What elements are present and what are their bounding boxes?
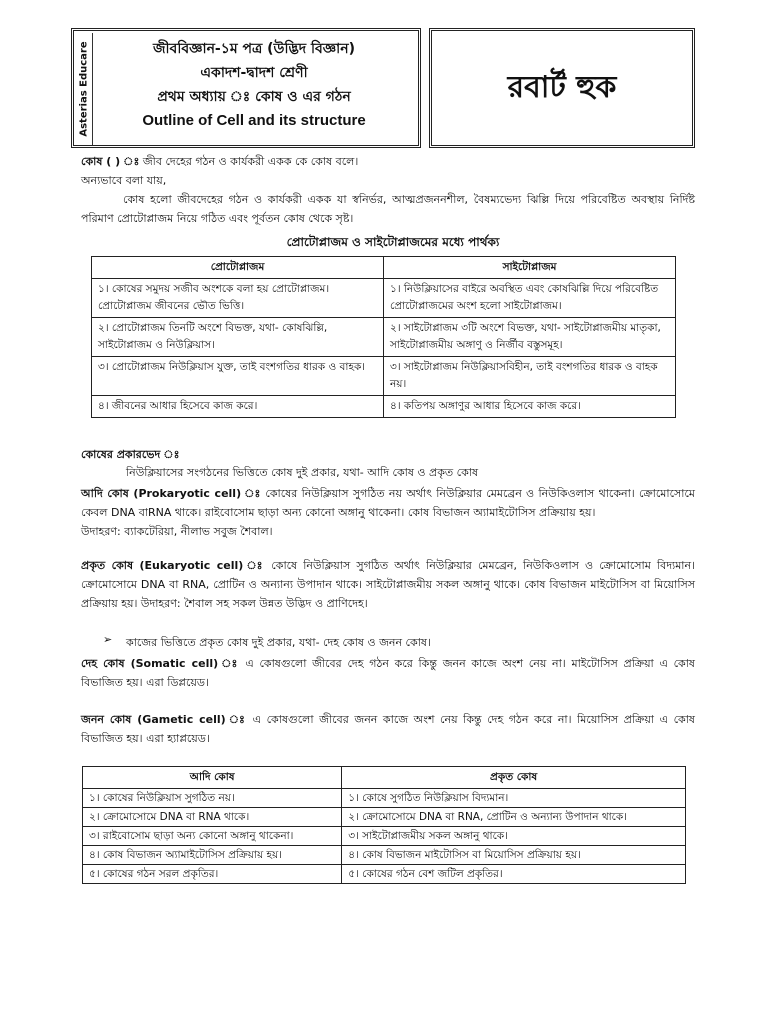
- alt-definition-label: অন্যভাবে বলা যায়,: [81, 174, 167, 187]
- table-header-cell: প্রকৃত কোষ: [342, 767, 686, 789]
- prokaryotic-example: উদাহরণ: ব্যাকটেরিয়া, নীলাভ সবুজ শৈবাল।: [81, 525, 273, 538]
- prokaryotic-paragraph: [81, 484, 695, 522]
- table-header-row: [92, 257, 676, 279]
- somatic-paragraph: [81, 654, 695, 692]
- header-title-box: [71, 28, 421, 148]
- table-header-cell: প্রোটোপ্লাজম: [92, 257, 384, 279]
- gametic-text: এ কোষগুলো জীবের জনন কাজে অংশ নেয় কিন্তু দেহ গঠন করে না। মিয়োসিস প্রক্রিয়া এ কোষ বিভাজিত হয়। এরা হ্যাপ্লয়েড।: [81, 713, 695, 745]
- table-cell: ১। কোষে সুগঠিত নিউক্লিয়াস বিদ্যমান।: [342, 789, 686, 808]
- types-heading: কোষের প্রকারভেদ ঃ: [81, 448, 180, 461]
- eukaryotic-text: কোষে নিউক্লিয়াস সুগঠিত অর্থাৎ নিউক্লিয়ার মেমব্রেন, নিউকিওলাস ও ক্রোমোসোম বিদ্যমান। ক্রোমোসোমে DNA বা RNA, প্রোটিন ও অন্যান্য উপাদান থাকে। সাইটোপ্লাজমীয় সকল অঙ্গানু থাকে। কোষ বিভাজন মাইটোসিস বা মিয়োসিস প্রক্রিয়ায় হয়। উদাহরণ: শৈবাল সহ সকল উন্নত উদ্ভিদ ও প্রাণিদেহ।: [81, 559, 695, 610]
- table-row: [83, 865, 686, 884]
- class-title: একাদশ-দ্বাদশ শ্রেণী: [200, 65, 308, 81]
- alt-definition-text: কোষ হলো জীবদেহের গঠন ও কার্যকরী একক যা স্বনির্ভর, আত্মপ্রজননশীল, বৈষম্যভেদ্য ঝিল্লি দিয়ে পরিবেষ্টিত অবস্থায় নির্দিষ্ট পরিমাণ প্রোটোপ্লাজম নিয়ে গঠিত এবং পূর্বতন কোষ থেকে সৃষ্ট।: [81, 193, 695, 225]
- chapter-title: প্রথম অধ্যায় ঃ কোষ ও এর গঠন: [157, 89, 351, 105]
- header-lines: [94, 37, 414, 133]
- table-header-cell: আদি কোষ: [83, 767, 342, 789]
- table-cell: ১। কোষের সমুদয় সজীব অংশকে বলা হয় প্রোটোপ্লাজম। প্রোটোপ্লাজম জীবনের ভৌত ভিত্তি।: [92, 279, 384, 318]
- table-row: [92, 396, 676, 418]
- table-header-row: [83, 767, 686, 789]
- gametic-label: জনন কোষ (Gametic cell) ঃ: [81, 713, 248, 726]
- table1-title: প্রোটোপ্লাজম ও সাইটোপ্লাজমের মধ্যে পার্থক্য: [286, 235, 500, 249]
- author-name: রবার্ট হুক: [507, 70, 617, 105]
- definition-text: জীব দেহের গঠন ও কার্যকরী একক কে কোষ বলে।: [139, 155, 359, 168]
- arrow-bullet-icon: ➢: [103, 633, 113, 646]
- table-row: [83, 789, 686, 808]
- table-row: [83, 827, 686, 846]
- eukaryotic-label: প্রকৃত কোষ (Eukaryotic cell) ঃ: [81, 559, 266, 572]
- table-row: [92, 279, 676, 318]
- definition-label: কোষ ( ) ঃ: [81, 155, 140, 168]
- subject-title: জীববিজ্ঞান-১ম পত্র (উদ্ভিদ বিজ্ঞান): [153, 41, 355, 57]
- eukaryotic-paragraph: [81, 556, 695, 613]
- prokaryote-eukaryote-table: [82, 766, 686, 884]
- gametic-paragraph: [81, 710, 695, 748]
- table-cell: ৪। কোষ বিভাজন অ্যামাইটোসিস প্রক্রিয়ায় হয়।: [83, 846, 342, 865]
- table-cell: ২। ক্রোমোসোমে DNA বা RNA, প্রোটিন ও অন্যান্য উপাদান থাকে।: [342, 808, 686, 827]
- table-cell: ৩। প্রোটোপ্লাজম নিউক্লিয়াস যুক্ত, তাই বংশগতির ধারক ও বাহক।: [92, 357, 384, 396]
- table-cell: ৫। কোষের গঠন বেশ জটিল প্রকৃতির।: [342, 865, 686, 884]
- table-row: [83, 846, 686, 865]
- table-cell: ৩। সাইটোপ্লাজম নিউক্লিয়াসবিহীন, তাই বংশগতির ধারক ও বাহক নয়।: [384, 357, 676, 396]
- table-header-cell: সাইটোপ্লাজম: [384, 257, 676, 279]
- chapter-english-title: Outline of Cell and its structure: [142, 112, 366, 129]
- table-cell: ৪। কোষ বিভাজন মাইটোসিস বা মিয়োসিস প্রক্রিয়ায় হয়।: [342, 846, 686, 865]
- table-cell: ১। কোষের নিউক্লিয়াস সুগঠিত নয়।: [83, 789, 342, 808]
- table-cell: ৩। সাইটোপ্লাজমীয় সকল অঙ্গানু থাকে।: [342, 827, 686, 846]
- somatic-text: এ কোষগুলো জীবের দেহ গঠন করে কিন্তু জনন কাজে অংশ নেয় না। মাইটোসিস প্রক্রিয়া এ কোষ বিভাজিত হয়। এরা ডিপ্লয়েড।: [81, 657, 695, 689]
- table-cell: ৪। কতিপয় অঙ্গাণুর আধার হিসেবে কাজ করে।: [384, 396, 676, 418]
- table-cell: ২। ক্রোমোসোমে DNA বা RNA থাকে।: [83, 808, 342, 827]
- types-intro: নিউক্লিয়াসের সংগঠনের ভিত্তিতে কোষ দুই প্রকার, যথা- আদি কোষ ও প্রকৃত কোষ: [126, 466, 479, 479]
- table-cell: ৩। রাইবোসোম ছাড়া অন্য কোনো অঙ্গানু থাকেনা।: [83, 827, 342, 846]
- table-cell: ১। নিউক্লিয়াসের বাইরে অবস্থিত এবং কোষঝিল্লি দিয়ে পরিবেষ্টিত প্রোটোপ্লাজমের অংশ হলো সাইটোপ্লাজম।: [384, 279, 676, 318]
- table-cell: ২। সাইটোপ্লাজম ৩টি অংশে বিভক্ত, যথা- সাইটোপ্লাজমীয় মাতৃকা, সাইটোপ্লাজমীয় অঙ্গাণু ও নির্জীব বস্তুসমূহ।: [384, 318, 676, 357]
- table-row: [92, 357, 676, 396]
- table-row: [92, 318, 676, 357]
- prokaryotic-label: আদি কোষ (Prokaryotic cell) ঃ: [81, 487, 262, 500]
- brand-text: Asterias Educare: [78, 41, 90, 137]
- functional-types-intro: কাজের ভিত্তিতে প্রকৃত কোষ দুই প্রকার, যথা- দেহ কোষ ও জনন কোষ।: [126, 636, 431, 649]
- brand-strip: [76, 33, 93, 145]
- protoplasm-cytoplasm-table: [91, 256, 676, 418]
- table-cell: ২। প্রোটোপ্লাজম তিনটি অংশে বিভক্ত, যথা- কোষঝিল্লি, সাইটোপ্লাজম ও নিউক্লিয়াস।: [92, 318, 384, 357]
- somatic-label: দেহ কোষ (Somatic cell) ঃ: [81, 657, 240, 670]
- table-cell: ৪। জীবনের আধার হিসেবে কাজ করে।: [92, 396, 384, 418]
- prokaryotic-text: কোষের নিউক্লিয়াস সুগঠিত নয় অর্থাৎ নিউক্লিয়ার মেমব্রেন ও নিউকিওলাস থাকেনা। ক্রোমোসোমে কেবল DNA বাRNA থাকে। রাইবোসোম ছাড়া অন্য কোনো অঙ্গানু থাকেনা। কোষ বিভাজন অ্যামাইটোসিস প্রক্রিয়ায় হয়।: [81, 487, 695, 519]
- table-cell: ৫। কোষের গঠন সরল প্রকৃতির।: [83, 865, 342, 884]
- cell-definition: [81, 152, 695, 171]
- header-author-box: [429, 28, 695, 148]
- table-row: [83, 808, 686, 827]
